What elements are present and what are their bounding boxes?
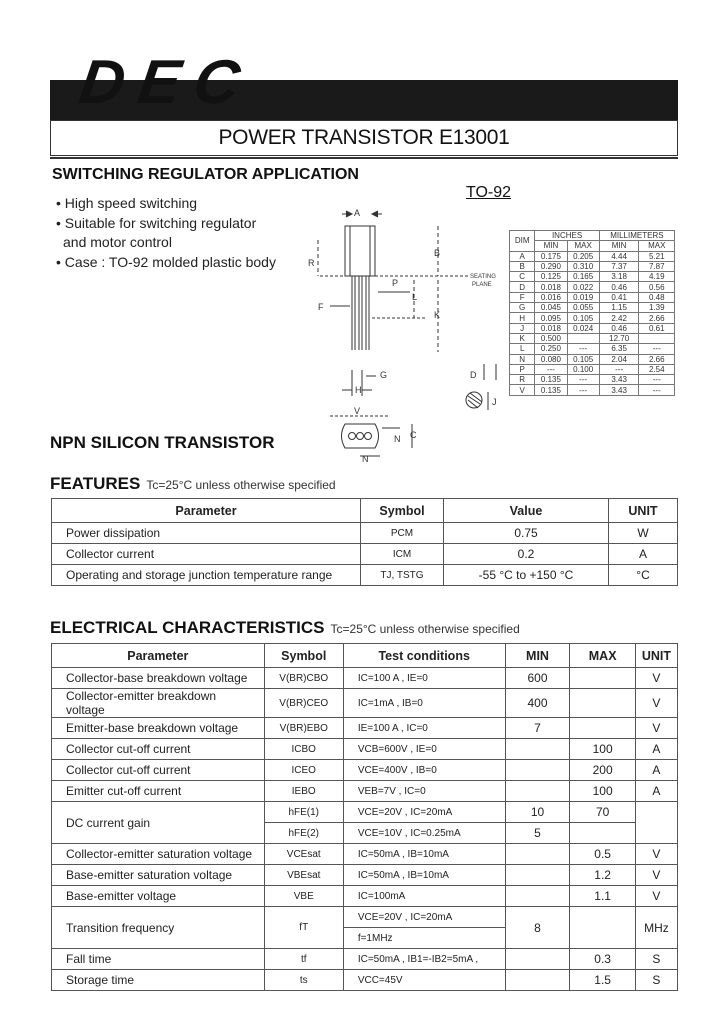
table-cell: Fall time xyxy=(52,949,265,970)
table-header-row xyxy=(52,499,678,523)
table-cell: 2.42 xyxy=(599,313,639,323)
table-cell: 0.055 xyxy=(567,303,599,313)
min-header: MIN xyxy=(535,241,567,251)
table-cell: S xyxy=(635,970,677,991)
table-cell: 2.04 xyxy=(599,354,639,364)
table-cell: 0.5 xyxy=(570,844,635,865)
table-cell: -55 °C to +150 °C xyxy=(444,565,609,586)
lead-cross-section-diagram xyxy=(460,362,510,422)
table-cell xyxy=(570,718,635,739)
dim-header: DIM xyxy=(510,231,535,252)
table-cell: 100 xyxy=(570,781,635,802)
table-cell: 0.165 xyxy=(567,272,599,282)
table-cell: P xyxy=(510,364,535,374)
table-cell: K xyxy=(510,333,535,343)
table-cell: 3.43 xyxy=(599,385,639,395)
table-cell: VBEsat xyxy=(264,865,343,886)
table-cell: --- xyxy=(567,375,599,385)
table-row xyxy=(510,272,675,282)
table-cell: Operating and storage junction temperature range xyxy=(52,565,361,586)
table-row xyxy=(52,668,678,689)
table-cell: 7 xyxy=(505,718,570,739)
table-cell xyxy=(570,907,635,949)
table-cell xyxy=(505,970,570,991)
table-cell: °C xyxy=(609,565,678,586)
table-cell xyxy=(505,844,570,865)
table-cell: 0.022 xyxy=(567,282,599,292)
table-cell: 0.290 xyxy=(535,261,567,271)
table-cell: V xyxy=(635,844,677,865)
column-header: UNIT xyxy=(635,644,677,668)
table-cell: --- xyxy=(535,364,567,374)
table-row xyxy=(52,802,678,823)
table-row xyxy=(510,292,675,302)
dim-label-c: C xyxy=(410,430,417,440)
table-cell: 400 xyxy=(505,689,570,718)
table-cell: V xyxy=(510,385,535,395)
table-cell: ICBO xyxy=(264,739,343,760)
table-cell: 4.19 xyxy=(639,272,675,282)
table-row xyxy=(510,261,675,271)
table-cell: IC=50mA , IB1=-IB2=5mA , xyxy=(343,949,505,970)
table-cell: --- xyxy=(567,344,599,354)
dimensions-table xyxy=(509,230,675,396)
table-cell: VCE=10V , IC=0.25mA xyxy=(343,823,505,844)
feature-item: • Case : TO-92 molded plastic body xyxy=(56,253,276,270)
max-header: MAX xyxy=(639,241,675,251)
divider xyxy=(50,157,678,159)
table-cell: 4.44 xyxy=(599,251,639,261)
table-cell: --- xyxy=(639,344,675,354)
table-cell: 1.5 xyxy=(570,970,635,991)
table-cell: --- xyxy=(599,364,639,374)
table-row xyxy=(510,385,675,395)
table-cell xyxy=(505,949,570,970)
table-row xyxy=(510,364,675,374)
table-row xyxy=(52,689,678,718)
table-cell: Collector cut-off current xyxy=(52,739,265,760)
npn-heading: NPN SILICON TRANSISTOR xyxy=(50,433,275,452)
table-cell: 0.024 xyxy=(567,323,599,333)
table-cell xyxy=(505,739,570,760)
feature-item: • High speed switching xyxy=(56,195,198,211)
table-cell: 0.46 xyxy=(599,323,639,333)
table-cell: 0.045 xyxy=(535,303,567,313)
table-cell: 0.175 xyxy=(535,251,567,261)
column-header: UNIT xyxy=(609,499,678,523)
table-row xyxy=(510,251,675,261)
features-condition: Tc=25°C unless otherwise specified xyxy=(146,478,336,492)
table-cell: IC=50mA , IB=10mA xyxy=(343,865,505,886)
min-header: MIN xyxy=(599,241,639,251)
table-cell: VCE=20V , IC=20mA xyxy=(343,907,505,928)
table-cell: IE=100 A , IC=0 xyxy=(343,718,505,739)
table-cell: A xyxy=(510,251,535,261)
table-row xyxy=(52,565,678,586)
table-cell: Base-emitter saturation voltage xyxy=(52,865,265,886)
table-cell: 0.105 xyxy=(567,354,599,364)
table-cell: 0.41 xyxy=(599,292,639,302)
table-cell: V(BR)CEO xyxy=(264,689,343,718)
table-cell: VCC=45V xyxy=(343,970,505,991)
table-cell: VCB=600V , IE=0 xyxy=(343,739,505,760)
seating-label: SEATING xyxy=(470,274,496,280)
table-cell: 7.87 xyxy=(639,261,675,271)
table-cell xyxy=(570,823,635,844)
table-cell: 0.500 xyxy=(535,333,567,343)
table-cell: 0.250 xyxy=(535,344,567,354)
table-cell: V(BR)EBO xyxy=(264,718,343,739)
table-cell: 0.105 xyxy=(567,313,599,323)
dim-label-n2: N xyxy=(362,454,369,464)
table-row xyxy=(52,970,678,991)
plane-label: PLANE xyxy=(472,282,492,288)
dim-label-l: L xyxy=(412,292,418,302)
table-cell: VCE=400V , IB=0 xyxy=(343,760,505,781)
table-cell: 0.61 xyxy=(639,323,675,333)
table-cell: J xyxy=(510,323,535,333)
table-cell: H xyxy=(510,313,535,323)
table-cell: --- xyxy=(567,385,599,395)
company-logo: DEC xyxy=(75,48,258,117)
table-cell: 1.1 xyxy=(570,886,635,907)
table-cell: 1.2 xyxy=(570,865,635,886)
table-cell xyxy=(570,689,635,718)
table-cell: 1.39 xyxy=(639,303,675,313)
table-row xyxy=(52,760,678,781)
table-cell: PCM xyxy=(361,523,444,544)
table-header-row xyxy=(510,231,675,241)
table-cell: 0.310 xyxy=(567,261,599,271)
table-cell: fT xyxy=(264,907,343,949)
table-cell: 0.125 xyxy=(535,272,567,282)
package-outline-diagram xyxy=(300,200,510,470)
table-cell: 7.37 xyxy=(599,261,639,271)
table-cell: 0.205 xyxy=(567,251,599,261)
column-header: Parameter xyxy=(52,644,265,668)
column-header: Parameter xyxy=(52,499,361,523)
table-cell: IC=1mA , IB=0 xyxy=(343,689,505,718)
table-cell: 3.43 xyxy=(599,375,639,385)
table-cell xyxy=(567,333,599,343)
table-cell: 0.100 xyxy=(567,364,599,374)
table-cell: A xyxy=(609,544,678,565)
features-title: FEATURES xyxy=(50,474,141,493)
table-cell xyxy=(505,760,570,781)
table-cell: Collector-emitter saturation voltage xyxy=(52,844,265,865)
table-cell: L xyxy=(510,344,535,354)
table-row xyxy=(510,344,675,354)
table-cell: C xyxy=(510,272,535,282)
table-row xyxy=(52,949,678,970)
table-row xyxy=(52,865,678,886)
table-cell: 1.15 xyxy=(599,303,639,313)
dim-label-n: N xyxy=(394,434,401,444)
table-cell: F xyxy=(510,292,535,302)
table-cell: VEB=7V , IC=0 xyxy=(343,781,505,802)
dim-label-f: F xyxy=(318,302,324,312)
dim-label-a: A xyxy=(354,208,361,218)
feature-item: • Suitable for switching regulator xyxy=(56,214,257,231)
table-cell xyxy=(505,781,570,802)
table-row xyxy=(52,844,678,865)
table-cell: 8 xyxy=(505,907,570,949)
table-cell: A xyxy=(635,760,677,781)
table-cell: 10 xyxy=(505,802,570,823)
features-heading xyxy=(50,474,336,494)
electrical-condition: Tc=25°C unless otherwise specified xyxy=(330,622,520,636)
table-cell: 5.21 xyxy=(639,251,675,261)
table-row xyxy=(510,375,675,385)
column-header: Symbol xyxy=(361,499,444,523)
table-cell: 12.70 xyxy=(599,333,639,343)
table-cell: ICEO xyxy=(264,760,343,781)
table-cell: N xyxy=(510,354,535,364)
table-cell: ts xyxy=(264,970,343,991)
table-cell: A xyxy=(635,781,677,802)
table-cell: hFE(1) xyxy=(264,802,343,823)
table-cell: 3.18 xyxy=(599,272,639,282)
max-header: MAX xyxy=(567,241,599,251)
table-cell: 6.35 xyxy=(599,344,639,354)
table-cell: 0.48 xyxy=(639,292,675,302)
column-header: Value xyxy=(444,499,609,523)
table-cell: Collector-base breakdown voltage xyxy=(52,668,265,689)
inches-header: INCHES xyxy=(535,231,599,241)
table-cell: 0.135 xyxy=(535,385,567,395)
features-table xyxy=(51,498,678,586)
table-row xyxy=(510,282,675,292)
table-cell: TJ, TSTG xyxy=(361,565,444,586)
dim-label-g: G xyxy=(380,370,388,380)
feature-item: and motor control xyxy=(63,234,172,250)
table-cell: 2.54 xyxy=(639,364,675,374)
application-feature-list xyxy=(56,194,276,272)
table-cell: 0.018 xyxy=(535,323,567,333)
table-cell: 0.135 xyxy=(535,375,567,385)
column-header: MIN xyxy=(505,644,570,668)
table-cell: VCEsat xyxy=(264,844,343,865)
column-header: MAX xyxy=(570,644,635,668)
table-cell: G xyxy=(510,303,535,313)
dim-label-p: P xyxy=(392,278,399,288)
table-cell: D xyxy=(510,282,535,292)
table-cell: hFE(2) xyxy=(264,823,343,844)
table-cell: V xyxy=(635,886,677,907)
table-cell: VBE xyxy=(264,886,343,907)
table-row xyxy=(510,333,675,343)
table-cell: V xyxy=(635,865,677,886)
table-cell: Base-emitter voltage xyxy=(52,886,265,907)
table-cell: V xyxy=(635,668,677,689)
table-cell: MHz xyxy=(635,907,677,949)
table-cell: 2.66 xyxy=(639,313,675,323)
table-cell: 600 xyxy=(505,668,570,689)
table-cell: --- xyxy=(639,385,675,395)
electrical-title: ELECTRICAL CHARACTERISTICS xyxy=(50,618,325,637)
table-cell: 0.018 xyxy=(535,282,567,292)
table-cell: 100 xyxy=(570,739,635,760)
table-cell: Power dissipation xyxy=(52,523,361,544)
table-cell xyxy=(570,668,635,689)
column-header: Symbol xyxy=(264,644,343,668)
table-cell: 0.46 xyxy=(599,282,639,292)
table-cell xyxy=(505,865,570,886)
package-name: TO-92 xyxy=(466,184,512,201)
page-title: POWER TRANSISTOR E13001 xyxy=(50,120,678,156)
table-row xyxy=(510,323,675,333)
electrical-heading xyxy=(50,618,520,638)
table-cell: Collector current xyxy=(52,544,361,565)
column-header: Test conditions xyxy=(343,644,505,668)
table-cell: --- xyxy=(639,375,675,385)
table-cell: B xyxy=(510,261,535,271)
table-header-row xyxy=(52,644,678,668)
table-cell: A xyxy=(635,739,677,760)
table-cell: 0.3 xyxy=(570,949,635,970)
dim-label-r: R xyxy=(308,258,315,268)
table-row xyxy=(52,739,678,760)
table-cell: 0.019 xyxy=(567,292,599,302)
table-cell: 5 xyxy=(505,823,570,844)
table-cell: V xyxy=(635,689,677,718)
table-cell: 2.66 xyxy=(639,354,675,364)
table-row xyxy=(52,907,678,928)
table-row xyxy=(510,313,675,323)
dim-label-b: B xyxy=(434,248,441,258)
table-cell: S xyxy=(635,949,677,970)
table-row xyxy=(52,718,678,739)
table-cell: IEBO xyxy=(264,781,343,802)
table-cell: 70 xyxy=(570,802,635,823)
table-cell: VCE=20V , IC=20mA xyxy=(343,802,505,823)
table-cell: f=1MHz xyxy=(343,928,505,949)
table-row xyxy=(510,354,675,364)
dim-label-k: K xyxy=(434,310,441,320)
table-cell: DC current gain xyxy=(52,802,265,844)
table-cell: 0.75 xyxy=(444,523,609,544)
table-row xyxy=(52,523,678,544)
table-cell: 0.56 xyxy=(639,282,675,292)
table-cell: IC=50mA , IB=10mA xyxy=(343,844,505,865)
dim-label-h: H xyxy=(355,385,362,395)
table-cell: Emitter-base breakdown voltage xyxy=(52,718,265,739)
table-cell: 0.2 xyxy=(444,544,609,565)
dim-label-d: D xyxy=(470,370,477,380)
table-header-row xyxy=(510,241,675,251)
dim-label-v: V xyxy=(354,406,361,416)
table-cell: 0.080 xyxy=(535,354,567,364)
table-cell: Emitter cut-off current xyxy=(52,781,265,802)
table-cell: IC=100 A , IE=0 xyxy=(343,668,505,689)
mm-header: MILLIMETERS xyxy=(599,231,674,241)
table-cell: Storage time xyxy=(52,970,265,991)
table-cell: Transition frequency xyxy=(52,907,265,949)
table-cell xyxy=(505,886,570,907)
table-cell: Collector-emitter breakdown voltage xyxy=(52,689,265,718)
table-cell: V xyxy=(635,718,677,739)
table-cell: IC=100mA xyxy=(343,886,505,907)
table-cell: W xyxy=(609,523,678,544)
table-cell: V(BR)CBO xyxy=(264,668,343,689)
table-cell: R xyxy=(510,375,535,385)
table-cell: 0.016 xyxy=(535,292,567,302)
table-cell: tf xyxy=(264,949,343,970)
table-cell: Collector cut-off current xyxy=(52,760,265,781)
table-cell: 200 xyxy=(570,760,635,781)
application-heading: SWITCHING REGULATOR APPLICATION xyxy=(52,166,359,183)
table-row xyxy=(52,886,678,907)
table-cell xyxy=(635,802,677,844)
table-cell: ICM xyxy=(361,544,444,565)
table-row xyxy=(52,781,678,802)
dim-label-j: J xyxy=(492,397,497,407)
table-row xyxy=(510,303,675,313)
table-cell xyxy=(639,333,675,343)
table-cell: 0.095 xyxy=(535,313,567,323)
electrical-table xyxy=(51,643,678,991)
table-row xyxy=(52,544,678,565)
